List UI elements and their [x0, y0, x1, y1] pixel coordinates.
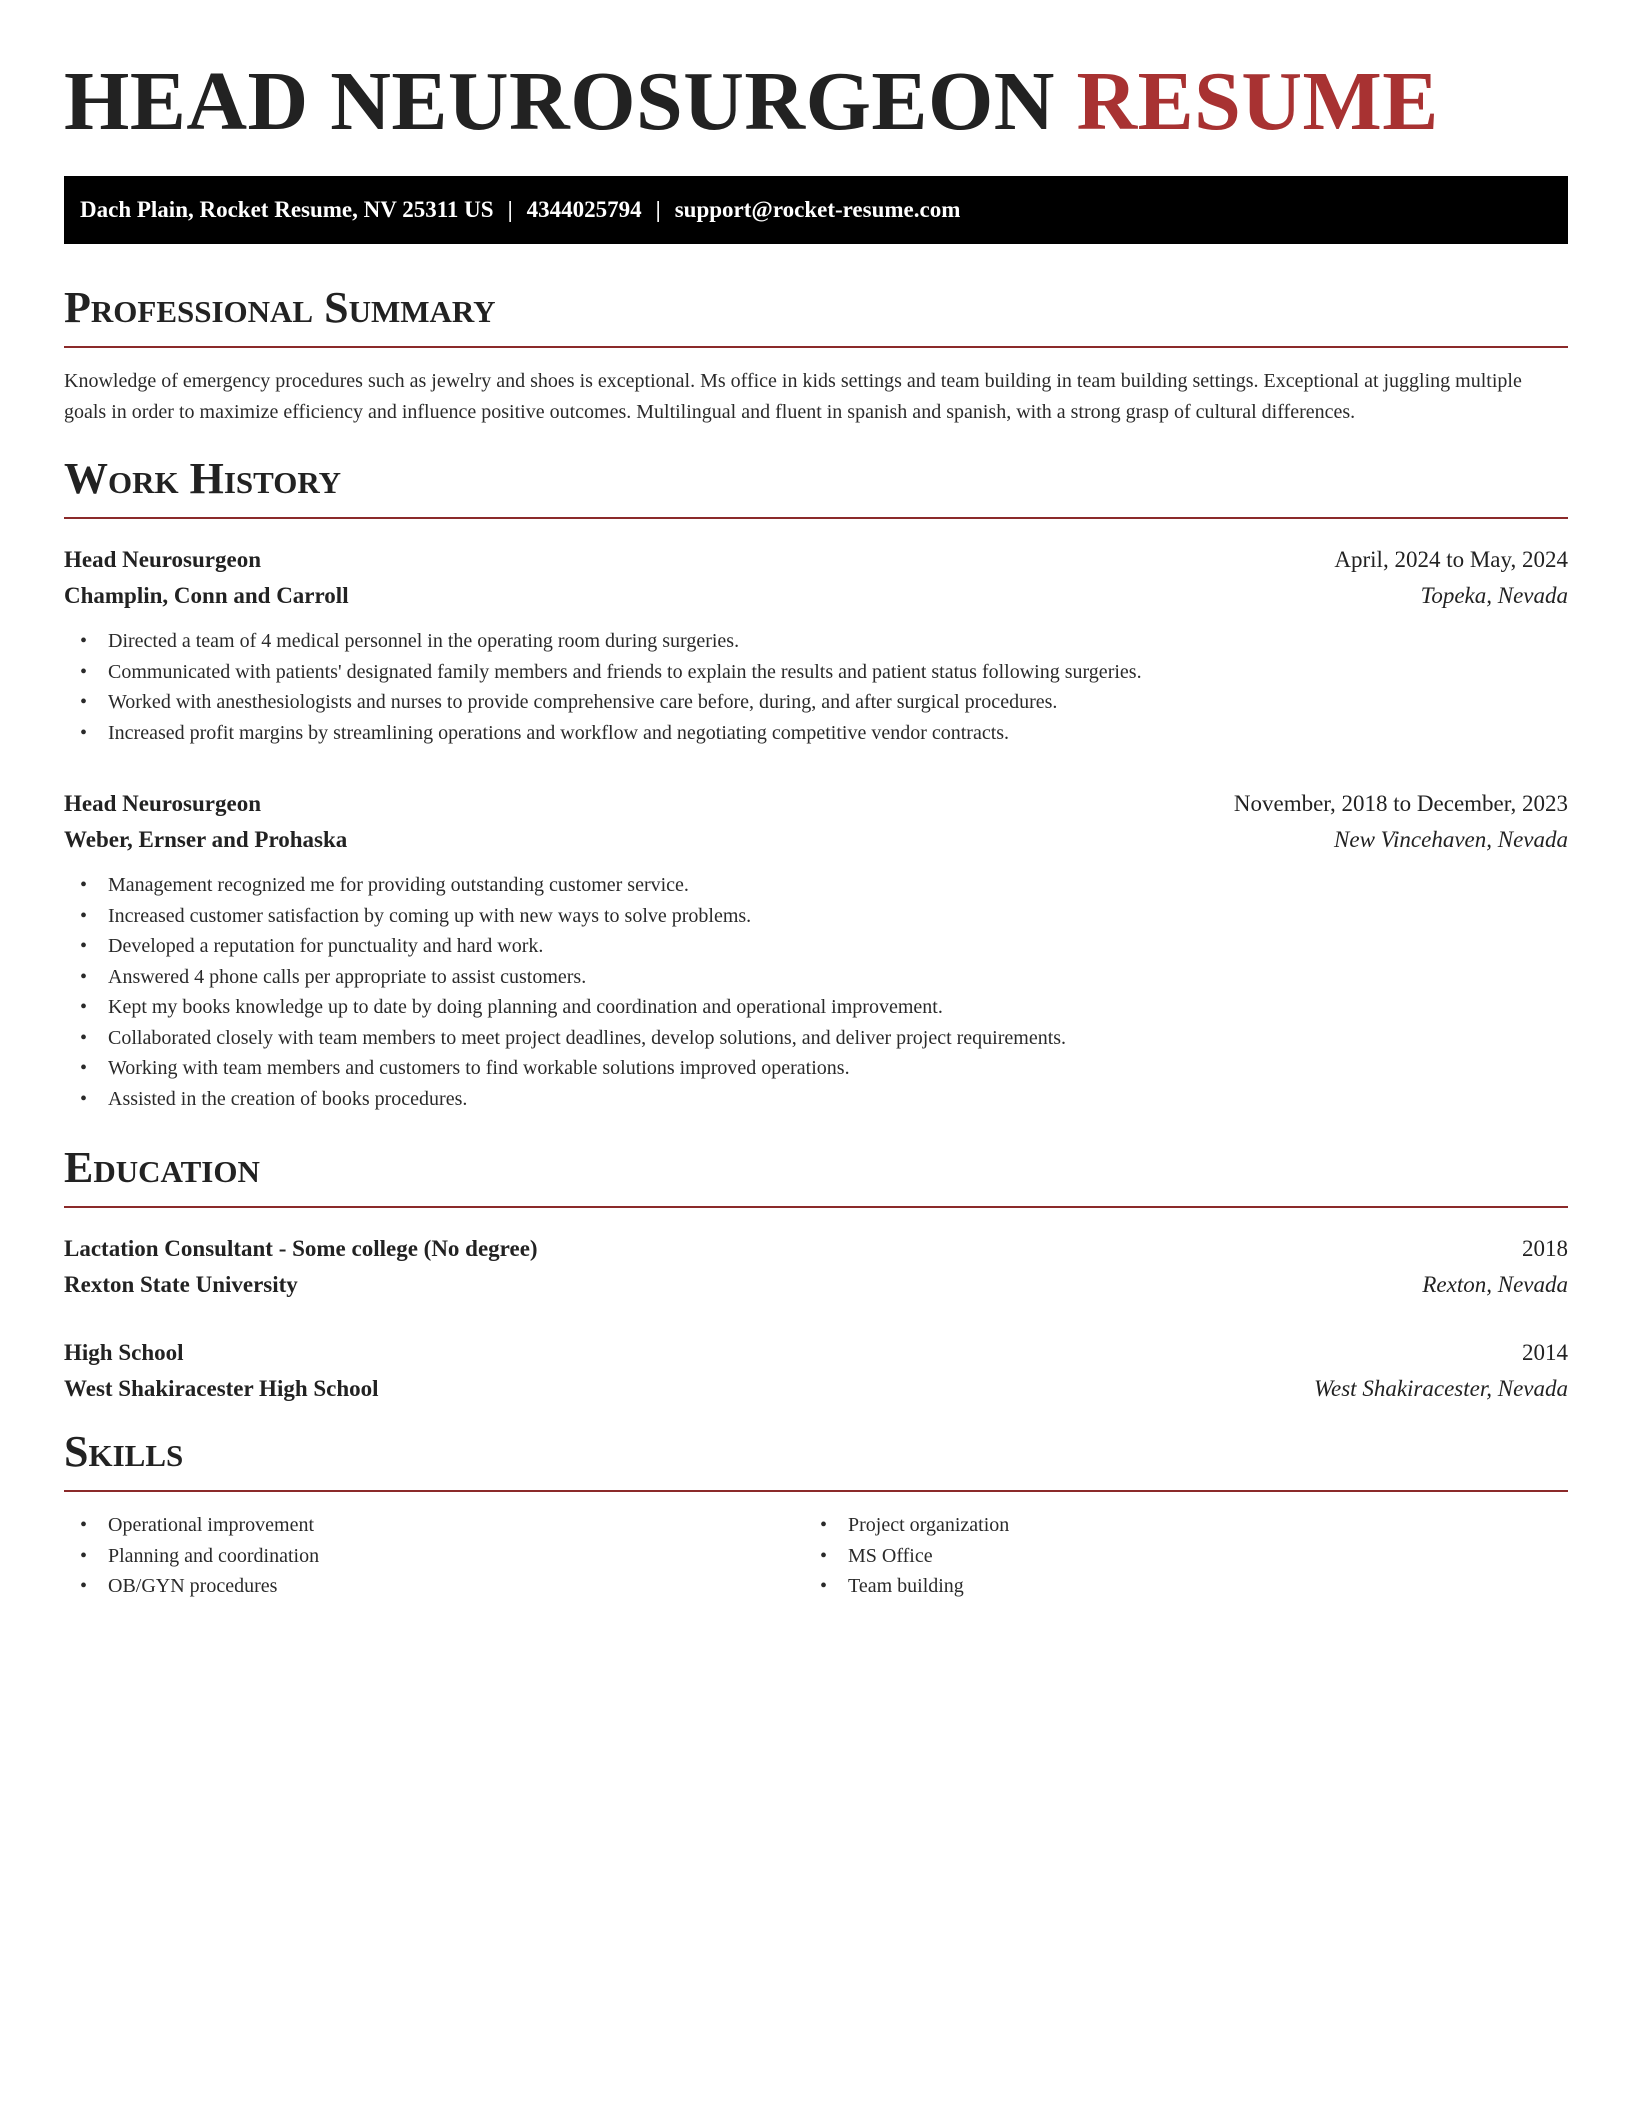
- section-divider: [64, 1206, 1568, 1208]
- education-entry: [64, 1231, 1568, 1303]
- education-entry: [64, 1335, 1568, 1407]
- contact-email: support@rocket-resume.com: [674, 197, 961, 222]
- contact-bar: [64, 176, 1568, 244]
- contact-separator: |: [655, 197, 661, 222]
- skills-list-right: [804, 1510, 1544, 1602]
- education-location: West Shakiracester, Nevada: [1313, 1376, 1568, 1401]
- education-section: [64, 1140, 1568, 1208]
- skill-item: • MS Office: [804, 1541, 1544, 1572]
- list-item: • Increased profit margins by streamlining operations and workflow and negotiating competitive vendor contracts.: [64, 718, 1568, 749]
- skill-item: • Project organization: [804, 1510, 1544, 1541]
- education-year: 2018: [1522, 1236, 1568, 1261]
- job-company-row: [64, 578, 1568, 614]
- list-item: • Directed a team of 4 medical personnel in the operating room during surgeries.: [64, 626, 1568, 657]
- skill-item: • OB/GYN procedures: [64, 1571, 804, 1602]
- education-header-row: [64, 1335, 1568, 1371]
- list-item: • Answered 4 phone calls per appropriate to assist customers.: [64, 962, 1568, 993]
- list-item: • Communicated with patients' designated family members and friends to explain the results and patient status following surgeries.: [64, 657, 1568, 688]
- skill-item: • Operational improvement: [64, 1510, 804, 1541]
- summary-text: Knowledge of emergency procedures such as jewelry and shoes is exceptional. Ms office in kids settings and team building in team building settings. Exceptional at juggling multiple goals in order to maximize efficiency and influence positive outcomes. Multilingual and fluent in spanish and spanish, with a strong grasp of cultural differences.: [64, 370, 1522, 423]
- list-item: • Increased customer satisfaction by coming up with new ways to solve problems.: [64, 901, 1568, 932]
- list-item: • Management recognized me for providing outstanding customer service.: [64, 870, 1568, 901]
- job-bullets: [64, 870, 1568, 1114]
- job-header-row: [64, 542, 1568, 578]
- summary-heading: Professional Summary: [64, 283, 496, 332]
- education-school: West Shakiracester High School: [64, 1376, 379, 1401]
- job-title: Head Neurosurgeon: [64, 547, 261, 572]
- job-entry: [64, 542, 1568, 748]
- list-item: • Worked with anesthesiologists and nurses to provide comprehensive care before, during, and after surgical procedures.: [64, 687, 1568, 718]
- title-main: HEAD NEUROSURGEON: [64, 55, 1055, 148]
- job-location: New Vincehaven, Nevada: [1334, 827, 1568, 852]
- work-history-section: [64, 451, 1568, 519]
- list-item: • Developed a reputation for punctuality and hard work.: [64, 931, 1568, 962]
- education-heading: Education: [64, 1143, 260, 1192]
- list-item: • Collaborated closely with team members to meet project deadlines, develop solutions, and deliver project requirements.: [64, 1023, 1568, 1054]
- skills-columns: [64, 1510, 1568, 1602]
- job-title: Head Neurosurgeon: [64, 791, 261, 816]
- education-location: Rexton, Nevada: [1422, 1272, 1568, 1297]
- job-company: Champlin, Conn and Carroll: [64, 583, 349, 608]
- job-dates: November, 2018 to December, 2023: [1233, 791, 1568, 816]
- section-divider: [64, 346, 1568, 348]
- skills-list-left: [64, 1510, 804, 1602]
- skills-section: [64, 1424, 1568, 1602]
- job-company: Weber, Ernser and Prohaska: [64, 827, 348, 852]
- job-entry: [64, 786, 1568, 1114]
- job-company-row: [64, 822, 1568, 858]
- education-header-row: [64, 1231, 1568, 1267]
- education-school-row: [64, 1371, 1568, 1407]
- list-item: • Kept my books knowledge up to date by doing planning and coordination and operational improvement.: [64, 992, 1568, 1023]
- job-bullets: [64, 626, 1568, 748]
- summary-section: [64, 280, 1568, 428]
- contact-phone: 4344025794: [526, 197, 642, 222]
- job-dates: April, 2024 to May, 2024: [1334, 547, 1568, 572]
- title-accent: RESUME: [1076, 55, 1439, 148]
- education-degree: Lactation Consultant - Some college (No degree): [64, 1236, 538, 1261]
- work-history-heading: Work History: [64, 454, 342, 503]
- job-header-row: [64, 786, 1568, 822]
- education-school-row: [64, 1267, 1568, 1303]
- list-item: • Working with team members and customers to find workable solutions improved operations.: [64, 1053, 1568, 1084]
- skill-item: • Planning and coordination: [64, 1541, 804, 1572]
- skill-item: • Team building: [804, 1571, 1544, 1602]
- resume-title: [64, 52, 1439, 152]
- job-location: Topeka, Nevada: [1420, 583, 1568, 608]
- contact-separator: |: [507, 197, 513, 222]
- list-item: • Assisted in the creation of books procedures.: [64, 1084, 1568, 1115]
- section-divider: [64, 1490, 1568, 1492]
- contact-address: Dach Plain, Rocket Resume, NV 25311 US: [80, 197, 494, 222]
- education-degree: High School: [64, 1340, 184, 1365]
- skills-heading: Skills: [64, 1427, 184, 1476]
- education-year: 2014: [1522, 1340, 1568, 1365]
- education-school: Rexton State University: [64, 1272, 298, 1297]
- section-divider: [64, 517, 1568, 519]
